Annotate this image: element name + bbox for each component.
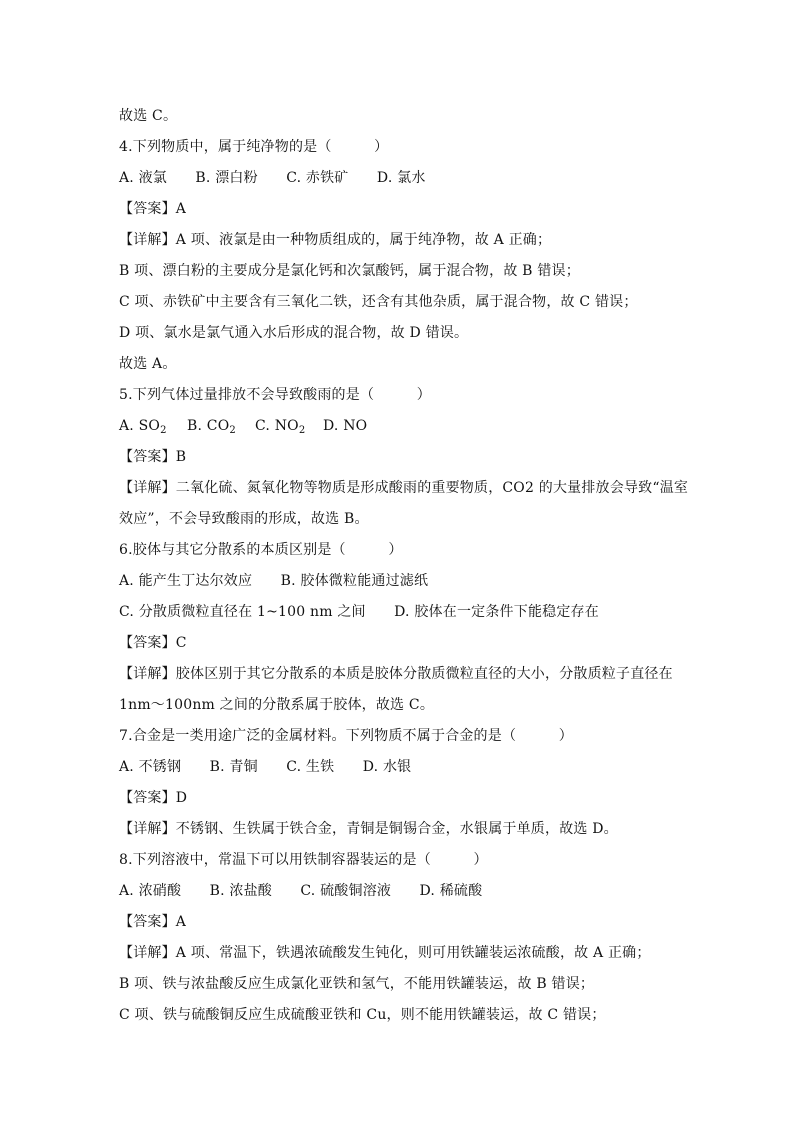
question-7-options: A. 不锈钢 B. 青铜 C. 生铁 D. 水银 bbox=[119, 759, 412, 775]
explanation-line: 1nm～100nm 之间的分散系属于胶体，故选 C。 bbox=[119, 697, 435, 713]
question-7-stem: 7.合金是一类用途广泛的金属材料。下列物质不属于合金的是（ ） bbox=[119, 728, 573, 744]
question-8-stem: 8.下列溶液中，常温下可以用铁制容器装运的是（ ） bbox=[119, 852, 488, 868]
explanation-line: 【详解】A 项、液氯是由一种物质组成的，属于纯净物，故 A 正确； bbox=[119, 232, 552, 248]
explanation-line: 【详解】二氧化硫、氮氧化物等物质是形成酸雨的重要物质，CO2 的大量排放会导致“温室 bbox=[119, 480, 689, 496]
explanation-line: C 项、赤铁矿中主要含有三氧化二铁，还含有其他杂质，属于混合物，故 C 错误； bbox=[119, 294, 638, 310]
question-6-stem: 6.胶体与其它分散系的本质区别是（ ） bbox=[119, 542, 403, 558]
question-8-options: A. 浓硝酸 B. 浓盐酸 C. 硫酸铜溶液 D. 稀硫酸 bbox=[119, 883, 483, 899]
answer-label: 【答案】D bbox=[119, 790, 188, 806]
explanation-line: C 项、铁与硫酸铜反应生成硫酸亚铁和 Cu，则不能用铁罐装运，故 C 错误； bbox=[119, 1007, 606, 1023]
text-line: 故选 A。 bbox=[119, 356, 177, 372]
option-c: C. $NO_2$ bbox=[255, 418, 306, 436]
answer-label: 【答案】C bbox=[119, 635, 187, 651]
option-d: D. NO bbox=[323, 418, 368, 434]
question-4-stem: 4.下列物质中，属于纯净物的是（ ） bbox=[119, 139, 389, 155]
explanation-line: 【详解】不锈钢、生铁属于铁合金，青铜是铜锡合金，水银属于单质，故选 D。 bbox=[119, 821, 618, 837]
question-6-options: A. 能产生丁达尔效应 B. 胶体微粒能通过滤纸 bbox=[119, 573, 429, 589]
explanation-line: D 项、氯水是氯气通入水后形成的混合物，故 D 错误。 bbox=[119, 325, 469, 341]
option-a: A. $SO_2$ bbox=[119, 418, 167, 436]
explanation-line: 【详解】A 项、常温下，铁遇浓硫酸发生钝化，则可用铁罐装运浓硫酸，故 A 正确； bbox=[119, 945, 651, 961]
question-4-options: A. 液氯 B. 漂白粉 C. 赤铁矿 D. 氯水 bbox=[119, 170, 426, 186]
answer-label: 【答案】B bbox=[119, 449, 187, 465]
text-line: 故选 C。 bbox=[119, 108, 178, 124]
answer-label: 【答案】A bbox=[119, 914, 187, 930]
answer-label: 【答案】A bbox=[119, 201, 187, 217]
question-5-stem: 5.下列气体过量排放不会导致酸雨的是（ ） bbox=[119, 387, 431, 403]
explanation-line: B 项、铁与浓盐酸反应生成氯化亚铁和氢气，不能用铁罐装运，故 B 错误； bbox=[119, 976, 595, 992]
explanation-line: B 项、漂白粉的主要成分是氯化钙和次氯酸钙，属于混合物，故 B 错误； bbox=[119, 263, 580, 279]
option-b: B. $CO_2$ bbox=[187, 418, 236, 436]
question-5-options bbox=[119, 416, 367, 436]
explanation-line: 效应”，不会导致酸雨的形成，故选 B。 bbox=[119, 511, 369, 527]
explanation-line: 【详解】胶体区别于其它分散系的本质是胶体分散质微粒直径的大小，分散质粒子直径在 bbox=[119, 666, 673, 682]
question-6-options: C. 分散质微粒直径在 1~100 nm 之间 D. 胶体在一定条件下能稳定存在 bbox=[119, 604, 599, 620]
